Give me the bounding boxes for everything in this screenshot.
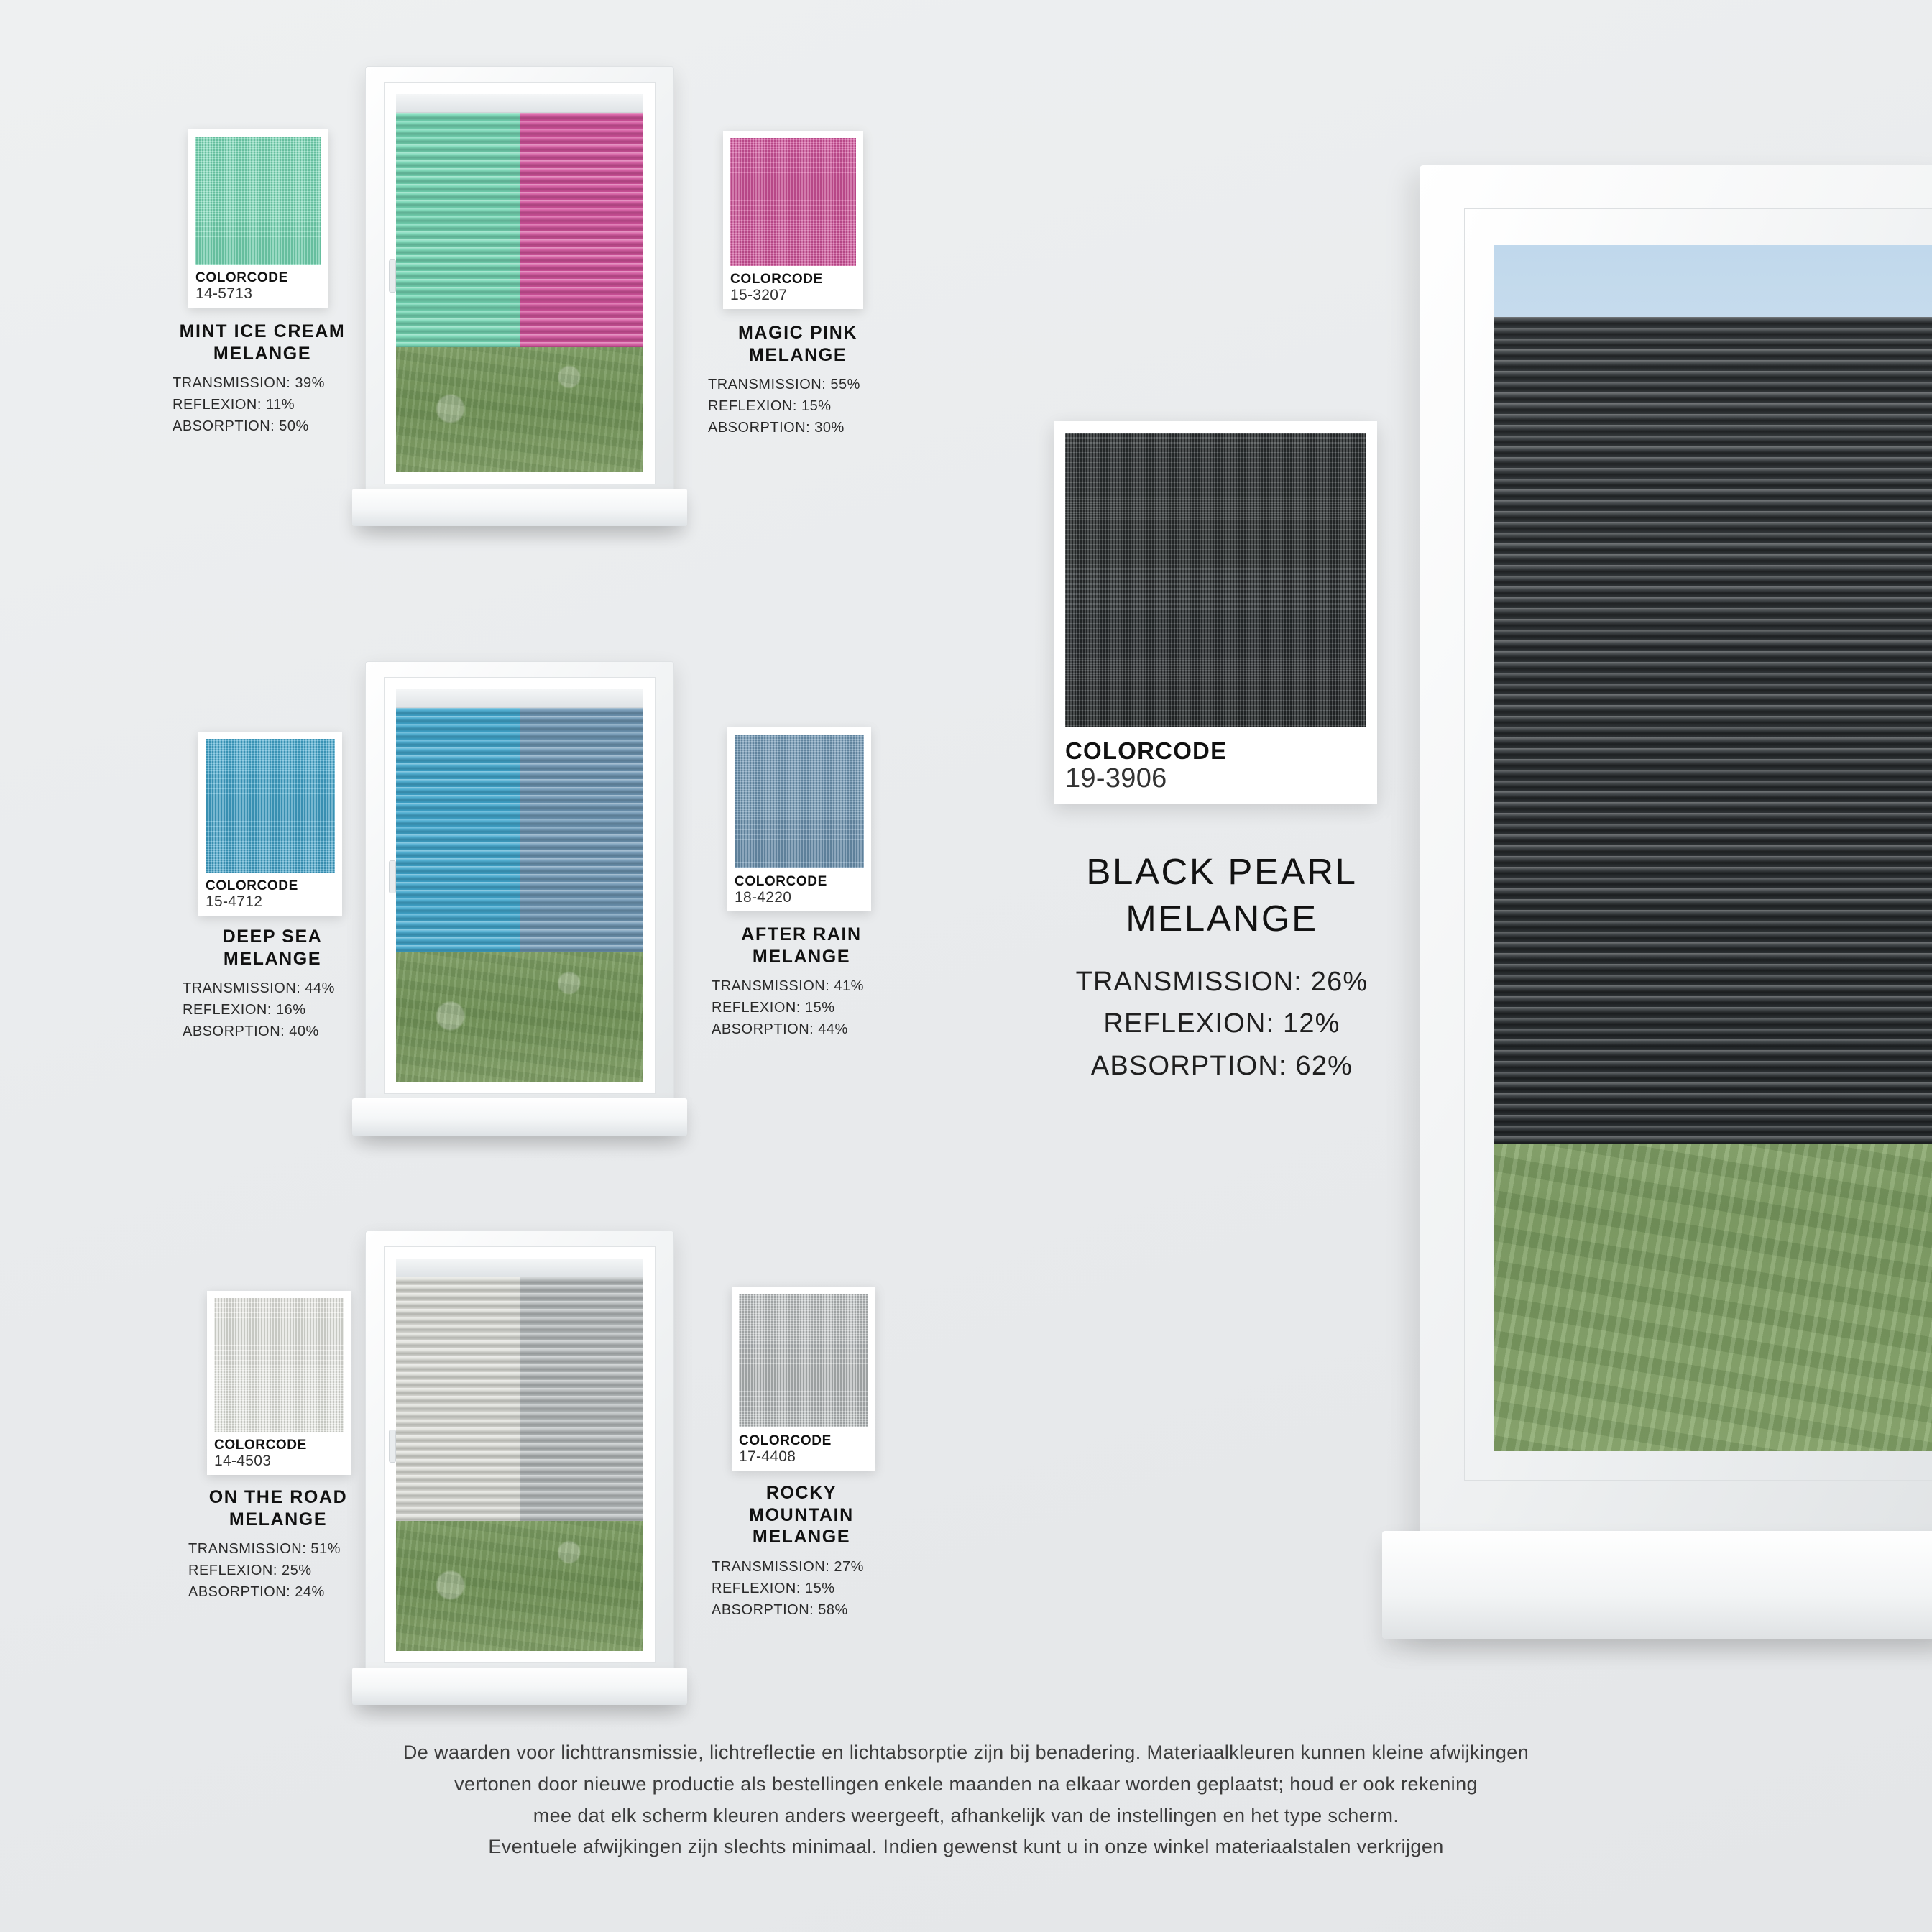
pleat-lines: [396, 1277, 520, 1521]
swatch-name-line1: ON THE ROAD: [208, 1487, 348, 1507]
swatch-stats: [708, 374, 888, 438]
fabric-chip-black-pearl: [1065, 433, 1366, 727]
transmission-value: TRANSMISSION: 44%: [183, 980, 335, 996]
disclaimer-footer: [216, 1737, 1716, 1863]
fabric-chip-mint-ice-cream: [196, 137, 321, 264]
swatch-card-black-pearl[interactable]: [1054, 421, 1377, 804]
transmission-value: TRANSMISSION: 27%: [712, 1558, 864, 1575]
colorcode-label: COLORCODE: [739, 1433, 832, 1448]
swatch-name-line1: DEEP SEA: [222, 926, 323, 947]
absorption-value: ABSORPTION: 40%: [183, 1024, 319, 1039]
swatch-name-line1: AFTER RAIN: [741, 924, 862, 944]
hero-window-photo: [1420, 165, 1932, 1639]
window-inner: [384, 677, 656, 1094]
footer-line-1: De waarden voor lichttransmissie, lichtreflectie en lichtabsorptie zijn bij benadering. Materiaalkleuren kunnen kleine afwijkingen: [402, 1742, 1530, 1764]
colorcode-value: 18-4220: [735, 888, 792, 906]
hero-window-sill: [1382, 1531, 1932, 1639]
window-mockup-row2: [365, 661, 674, 1136]
window-glass: [396, 1259, 643, 1651]
window-handle[interactable]: [389, 860, 396, 893]
swatch-name-line2: MELANGE: [229, 1509, 328, 1530]
swatch-name-line2: MELANGE: [752, 946, 851, 967]
fabric-texture: [206, 739, 335, 873]
window-handle[interactable]: [389, 1430, 396, 1463]
fabric-chip-rocky-mountain: [739, 1294, 868, 1427]
hero-info-black-pearl: [1006, 848, 1438, 1087]
colorcode-label: COLORCODE: [735, 874, 827, 889]
swatch-card-magic-pink[interactable]: [723, 131, 863, 309]
pleat-lines: [396, 708, 520, 952]
reflexion-value: REFLEXION: 11%: [172, 397, 295, 413]
hero-pleated-blind: [1494, 317, 1932, 1144]
pleat-lines: [396, 113, 520, 347]
window-handle[interactable]: [389, 259, 396, 293]
blind-half-left: [396, 1277, 520, 1521]
swatch-stats: [712, 1556, 891, 1621]
reflexion-value: REFLEXION: 15%: [712, 1000, 835, 1016]
absorption-value: ABSORPTION: 24%: [188, 1584, 325, 1600]
swatch-card-mint-ice-cream[interactable]: [188, 129, 328, 308]
pleat-lines: [520, 1277, 643, 1521]
swatch-info-deep-sea: [183, 926, 362, 1042]
window-sill: [352, 1668, 687, 1705]
swatch-info-on-the-road: [188, 1486, 368, 1603]
pleat-headrail: [396, 1259, 643, 1277]
swatch-card-after-rain[interactable]: [727, 727, 871, 911]
window-mockup-row3: [365, 1230, 674, 1705]
window-glass: [396, 689, 643, 1082]
window-glass: [396, 94, 643, 472]
swatch-name-line1: MAGIC PINK: [738, 323, 857, 343]
fabric-chip-on-the-road: [214, 1298, 344, 1432]
hero-window-sash: [1464, 208, 1932, 1481]
hero-reflexion-value: REFLEXION: 12%: [1103, 1008, 1340, 1039]
colorcode-value: 17-4408: [739, 1448, 796, 1465]
colorcode-value: 14-4503: [214, 1452, 272, 1469]
reflexion-value: REFLEXION: 15%: [708, 398, 832, 414]
colorcode-value: 15-4712: [206, 893, 263, 910]
blind-half-left: [396, 708, 520, 952]
window-sill: [352, 1098, 687, 1136]
hero-window-glass: [1494, 245, 1932, 1451]
transmission-value: TRANSMISSION: 39%: [172, 375, 325, 391]
absorption-value: ABSORPTION: 50%: [172, 418, 309, 434]
hero-transmission-value: TRANSMISSION: 26%: [1075, 966, 1368, 997]
pleated-blind: [396, 113, 643, 347]
colorcode-value: 15-3207: [730, 286, 788, 303]
reflexion-value: REFLEXION: 25%: [188, 1563, 312, 1578]
swatch-name-line2: MELANGE: [748, 344, 847, 365]
transmission-value: TRANSMISSION: 55%: [708, 377, 860, 392]
swatch-stats: [712, 975, 891, 1040]
hero-name-line2: MELANGE: [1126, 898, 1318, 939]
colorcode-label: COLORCODE: [196, 270, 288, 285]
window-mockup-row1: [365, 66, 674, 526]
swatch-card-deep-sea[interactable]: [198, 732, 342, 916]
pleat-lines: [520, 708, 643, 952]
pleat-lines: [520, 113, 643, 347]
fabric-texture: [735, 735, 864, 868]
hero-name-line1: BLACK PEARL: [1086, 851, 1358, 892]
pleated-blind: [396, 1277, 643, 1521]
transmission-value: TRANSMISSION: 41%: [712, 978, 864, 994]
fabric-chip-magic-pink: [730, 138, 856, 266]
fabric-texture: [730, 138, 856, 266]
swatch-stats: [172, 372, 352, 437]
colorcode-value: 14-5713: [196, 285, 253, 302]
swatch-card-on-the-road[interactable]: [207, 1291, 351, 1475]
fabric-texture: [214, 1298, 344, 1432]
fabric-texture: [1065, 433, 1366, 727]
footer-line-3: mee dat elk scherm kleuren anders weergeeft, afhankelijk van de instellingen en het type scherm.: [533, 1804, 1399, 1826]
fabric-texture: [739, 1294, 868, 1427]
blind-half-right: [520, 1277, 643, 1521]
fabric-texture: [196, 137, 321, 264]
pleat-headrail: [396, 94, 643, 113]
absorption-value: ABSORPTION: 58%: [712, 1601, 848, 1618]
pleat-headrail: [396, 689, 643, 708]
swatch-card-rocky-mountain[interactable]: [732, 1287, 875, 1471]
window-sill: [352, 489, 687, 526]
window-inner: [384, 82, 656, 484]
colorcode-label: COLORCODE: [730, 272, 823, 287]
footer-line-4: Eventuele afwijkingen zijn slechts minimaal. Indien gewenst kunt u in onze winkel materiaalstalen verkrijgen: [488, 1836, 1444, 1858]
swatch-name-line1: MINT ICE CREAM: [179, 321, 346, 341]
swatch-name-line2: MELANGE: [752, 1527, 851, 1547]
absorption-value: ABSORPTION: 30%: [708, 420, 845, 436]
footer-line-2: vertonen door nieuwe productie als bestellingen enkele maanden na elkaar worden geplaatst; houd er ook rekening: [454, 1772, 1478, 1795]
window-inner: [384, 1246, 656, 1663]
swatch-name-line2: MELANGE: [213, 343, 312, 364]
absorption-value: ABSORPTION: 44%: [712, 1021, 848, 1037]
swatch-info-after-rain: [712, 924, 891, 1040]
colorcode-label: COLORCODE: [1065, 737, 1228, 764]
fabric-chip-deep-sea: [206, 739, 335, 873]
swatch-info-rocky-mountain: [712, 1482, 891, 1621]
swatch-stats: [188, 1538, 368, 1603]
blind-half-left: [396, 113, 520, 347]
colorcode-label: COLORCODE: [214, 1438, 307, 1453]
blind-half-right: [520, 708, 643, 952]
reflexion-value: REFLEXION: 15%: [712, 1580, 835, 1596]
swatch-info-magic-pink: [708, 322, 888, 438]
fabric-chip-after-rain: [735, 735, 864, 868]
transmission-value: TRANSMISSION: 51%: [188, 1541, 341, 1557]
swatch-name-line2: MELANGE: [223, 948, 322, 969]
pleated-blind: [396, 708, 643, 952]
hero-absorption-value: ABSORPTION: 62%: [1090, 1051, 1353, 1082]
swatch-name-line1: ROCKY MOUNTAIN: [749, 1483, 854, 1525]
swatch-stats: [183, 978, 362, 1042]
reflexion-value: REFLEXION: 16%: [183, 1002, 306, 1018]
colorcode-label: COLORCODE: [206, 878, 298, 893]
colorcode-value: 19-3906: [1065, 763, 1167, 794]
hero-stats: [1006, 961, 1438, 1088]
blind-half-right: [520, 113, 643, 347]
swatch-info-mint-ice-cream: [172, 321, 352, 437]
